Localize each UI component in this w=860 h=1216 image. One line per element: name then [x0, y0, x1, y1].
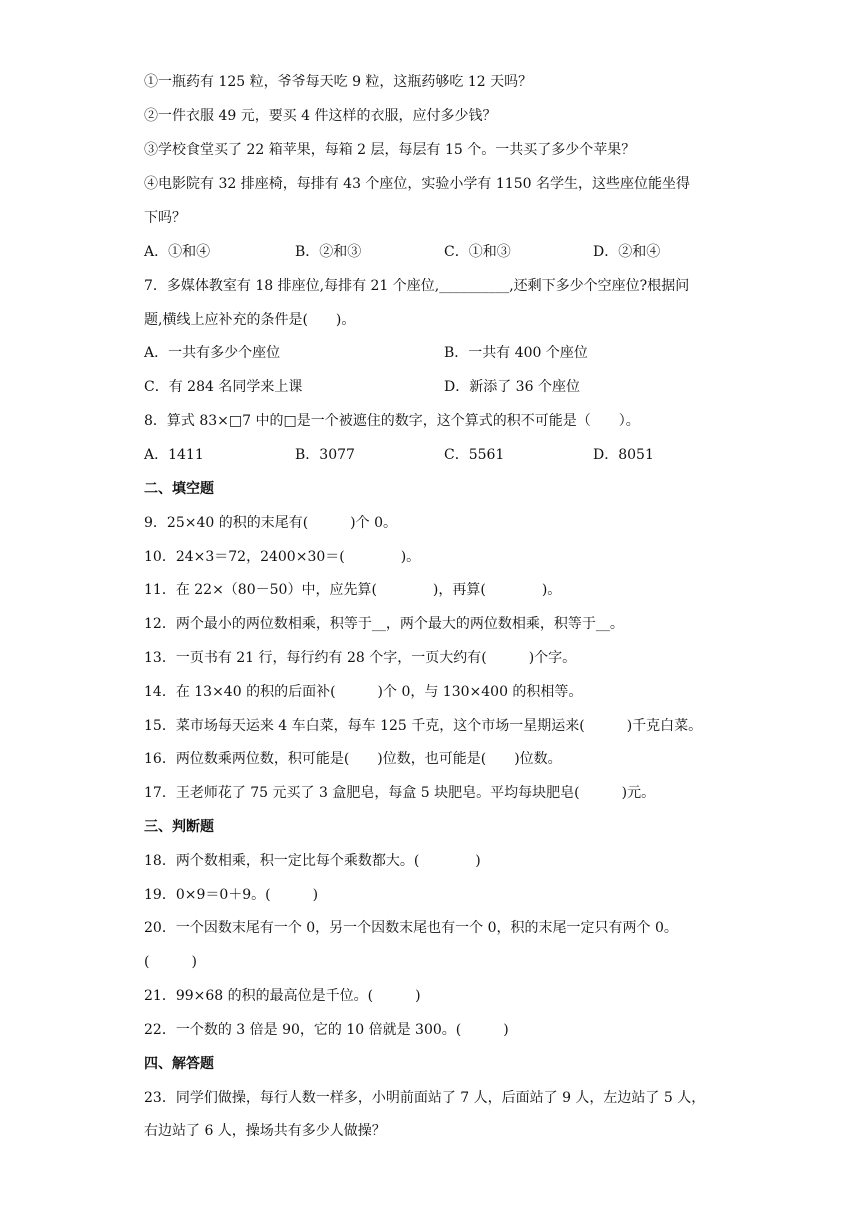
section-judge-heading: 三、判断题	[144, 819, 214, 835]
judge-q19: 19．0×9＝0＋9。( )	[144, 887, 319, 903]
fill-q13: 13．一页书有 21 行，每行约有 28 个字，一页大约有( )个字。	[144, 650, 577, 666]
judge-q20-cont: ( )	[144, 954, 197, 970]
q8-option-d[interactable]: D．8051	[593, 447, 654, 463]
fill-q14: 14．在 13×40 的积的后面补( )个 0，与 130×400 的积相等。	[144, 684, 583, 700]
q8-option-c[interactable]: C．5561	[444, 447, 505, 463]
q7-option-d[interactable]: D．新添了 36 个座位	[444, 379, 580, 395]
q8-option-b[interactable]: B．3077	[295, 447, 355, 463]
q6-item-2: ②一件衣服 49 元，要买 4 件这样的衣服，应付多少钱？	[144, 108, 497, 124]
q7-option-b[interactable]: B．一共有 400 个座位	[444, 345, 588, 361]
section-fill-heading: 二、填空题	[144, 481, 214, 497]
answer-q23-cont: 右边站了 6 人，操场共有多少人做操？	[144, 1123, 386, 1139]
fill-q11: 11．在 22×（80－50）中，应先算( )，再算( )。	[144, 582, 562, 598]
fill-q16: 16．两位数乘两位数，积可能是( )位数，也可能是( )位数。	[144, 751, 562, 767]
answer-q23: 23．同学们做操，每行人数一样多，小明前面站了 7 人，后面站了 9 人，左边站了 5 人，	[144, 1090, 706, 1106]
judge-q21: 21．99×68 的积的最高位是千位。( )	[144, 988, 421, 1004]
q6-option-b[interactable]: B．②和③	[295, 244, 362, 260]
q8-option-a[interactable]: A．1411	[144, 447, 204, 463]
q6-item-4-cont: 下吗？	[144, 210, 186, 226]
q7-option-a[interactable]: A．一共有多少个座位	[144, 345, 281, 361]
fill-q15: 15．菜市场每天运来 4 车白菜，每车 125 千克，这个市场一星期运来( )千克白菜。	[144, 718, 703, 734]
judge-q22: 22．一个数的 3 倍是 90，它的 10 倍就是 300。( )	[144, 1022, 509, 1038]
judge-q18: 18．两个数相乘，积一定比每个乘数都大。( )	[144, 853, 481, 869]
fill-q10: 10．24×3＝72，2400×30＝( )。	[144, 549, 421, 565]
fill-q12: 12．两个最小的两位数相乘，积等于__，两个最大的两位数相乘，积等于__。	[144, 616, 624, 632]
q8-stem: 8．算式 83×□7 中的□是一个被遮住的数字，这个算式的积不可能是（ ）。	[144, 413, 640, 429]
q6-option-d[interactable]: D．②和④	[593, 244, 661, 260]
judge-q20: 20．一个因数末尾有一个 0，另一个因数末尾也有一个 0，积的末尾一定只有两个 0。	[144, 920, 678, 936]
q7-stem: 7．多媒体教室有 18 排座位,每排有 21 个座位,__________,还剩下多少个空座位?根据问	[144, 278, 690, 294]
q6-option-c[interactable]: C．①和③	[444, 244, 511, 260]
section-answer-heading: 四、解答题	[144, 1056, 214, 1072]
q6-item-1: ①一瓶药有 125 粒，爷爷每天吃 9 粒，这瓶药够吃 12 天吗？	[144, 74, 533, 90]
q6-item-4: ④电影院有 32 排座椅，每排有 43 个座位，实验小学有 1150 名学生，这些座位能坐得	[144, 176, 690, 192]
fill-q9: 9．25×40 的积的末尾有( )个 0。	[144, 515, 397, 531]
fill-q17: 17．王老师花了 75 元买了 3 盒肥皂，每盒 5 块肥皂。平均每块肥皂( )元。	[144, 785, 656, 801]
q7-option-c[interactable]: C．有 284 名同学来上课	[144, 379, 303, 395]
q6-item-3: ③学校食堂买了 22 箱苹果，每箱 2 层，每层有 15 个。一共买了多少个苹果？	[144, 142, 636, 158]
q6-option-a[interactable]: A．①和④	[144, 244, 211, 260]
q7-stem-cont: 题,横线上应补充的条件是( )。	[144, 312, 356, 328]
